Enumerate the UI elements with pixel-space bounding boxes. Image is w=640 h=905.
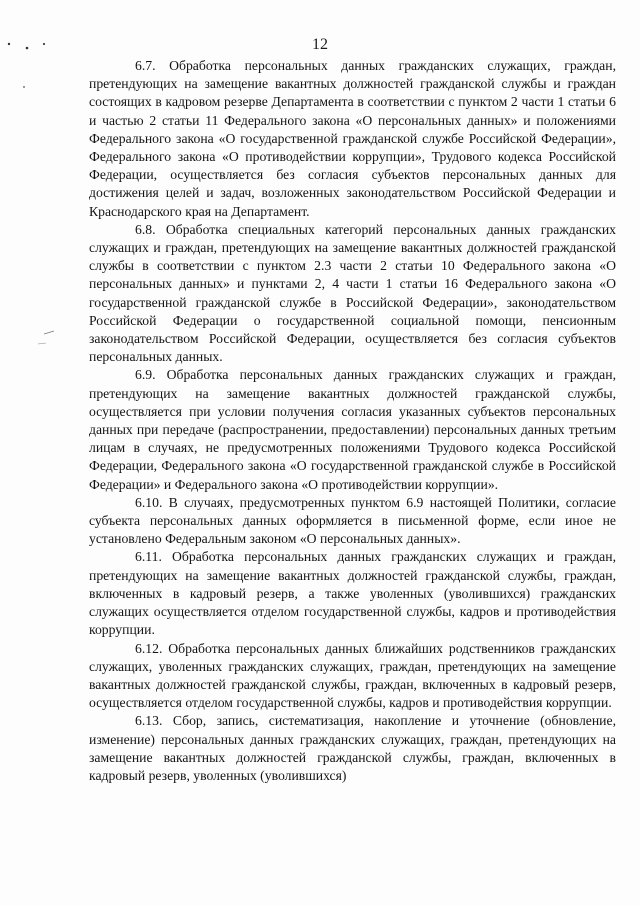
paragraph-6-11: 6.11. Обработка персональных данных гражданских служащих и граждан, претендующих на замещение вакантных должностей гражданской службы, граждан, включенных в кадровый резерв, а также уволенных (уволившихся) гражданских служащих осуществляется отделом государственной службы, кадров и противодействия коррупции. [89, 549, 616, 638]
scan-specks [0, 0, 80, 400]
paragraph-6-7: 6.7. Обработка персональных данных гражданских служащих, граждан, претендующих на замещение вакантных должностей гражданской службы и граждан состоящих в кадровом резерве Департамента в соответствии с пунктом 2 части 1 статьи 6 и частью 2 статьи 11 Федерального закона «О персональных данных» и положениями Федерального закона «О государственной гражданской службе Российской Федерации», Федерального закона «О противодействии коррупции», Трудового кодекса Российской Федерации, осуществляется без согласия субъектов персональных данных для достижения целей и задач, возложенных законодательством Российской Федерации и Краснодарского края на Департамент. [89, 58, 616, 219]
paragraph-6-12: 6.12. Обработка персональных данных ближайших родственников гражданских служащих, уволенных гражданских служащих, граждан, претендующих на замещение вакантных должностей гражданской службы, граждан, включенных в кадровый резерв, осуществляется отделом государственной службы, кадров и противодействия коррупции. [89, 640, 616, 711]
document-body [89, 57, 616, 785]
page-number: 12 [312, 36, 328, 53]
paragraph-6-8: 6.8. Обработка специальных категорий персональных данных гражданских служащих и граждан, претендующих на замещение вакантных должностей гражданской службы в соответствии с пунктом 2.3 части 2 статьи 10 Федерального закона «О персональных данных» и пунктами 2, 4 части 1 статьи 16 Федерального закона «О государственной гражданской службе в Российской Федерации», законодательством Российской Федерации о государственной социальной помощи, пенсионным законодательством Российской Федерации, осуществляется без согласия субъектов персональных данных. [89, 221, 616, 365]
paragraph-6-9: 6.9. Обработка персональных данных гражданских служащих и граждан, претендующих на замещение вакантных должностей гражданской службы, осуществляется при условии получения согласия указанных субъектов персональных данных при передаче (распространении, предоставлении) персональных данных третьим лицам в случаях, не предусмотренных положениями Трудового кодекса Российской Федерации, Федерального закона «О государственной гражданской службе в Российской Федерации» и Федерального закона «О противодействии коррупции». [89, 367, 616, 492]
paragraph-6-10: 6.10. В случаях, предусмотренных пунктом 6.9 настоящей Политики, согласие субъекта персональных данных оформляется в письменной форме, если иное не установлено Федеральным законом «О персональных данных». [89, 494, 616, 547]
paragraph-6-13: 6.13. Сбор, запись, систематизация, накопление и уточнение (обновление, изменение) персональных данных гражданских служащих, граждан, претендующих на замещение вакантных должностей гражданской службы, граждан, включенных в кадровый резерв, уволенных (уволившихся) [89, 713, 616, 783]
